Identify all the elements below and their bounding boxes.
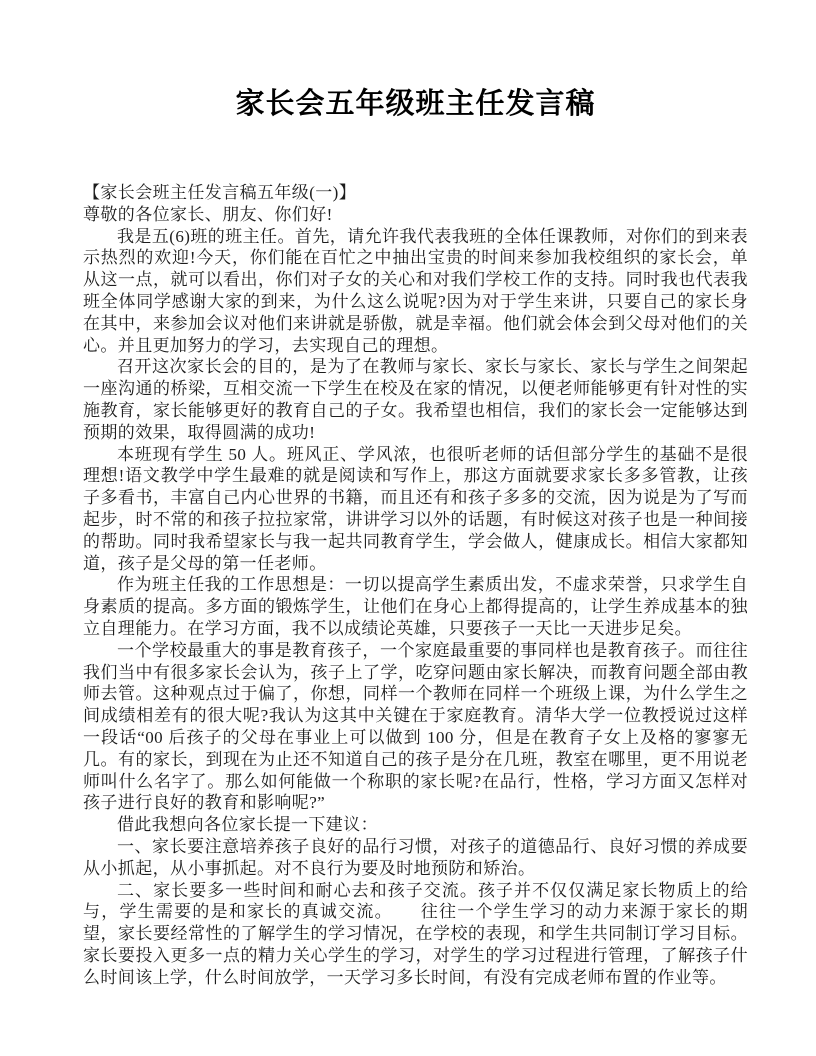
paragraph-salutation: 尊敬的各位家长、朋友、你们好! bbox=[83, 204, 333, 224]
paragraph-suggestion-1: 一、家长要注意培养孩子良好的品行习惯，对孩子的道德品行、良好习惯的养成要从小抓起，从小事抓起。对不良行为要及时地预防和矫治。 bbox=[83, 836, 748, 878]
paragraph-heading-bracket: 【家长会班主任发言稿五年级(一)】 bbox=[83, 183, 357, 202]
document-body bbox=[83, 182, 748, 988]
paragraph-class-overview: 本班现有学生 50 人。班风正、学风浓，也很听老师的话但部分学生的基础不是很理想!语文教学中学生最难的就是阅读和写作上，那这方面就要求家长多多管教，让孩子多看书，丰富自己内心世界的书籍，而且还有和孩子多多的交流，因为说是为了写而起步，时不常的和孩子拉拉家常，讲讲学习以外的话题，有时候这对孩子也是一种间接的帮助。同时我希望家长与我一起共同教育学生，学会做人，健康成长。相信大家都知道，孩子是父母的第一任老师。 bbox=[83, 444, 748, 573]
paragraph-intro: 我是五(6)班的班主任。首先，请允许我代表我班的全体任课教师，对你们的到来表示热烈的欢迎!今天，你们能在百忙之中抽出宝贵的时间来参加我校组织的家长会，单从这一点，就可以看出，你们对子女的关心和对我们学校工作的支持。同时我也代表我班全体同学感谢大家的到来，为什么这么说呢?因为对于学生来讲，只要自己的家长身在其中，来参加会议对他们来讲就是骄傲，就是幸福。他们就会体会到父母对他们的关心。并且更加努力的学习，去实现自己的理想。 bbox=[83, 226, 748, 355]
paragraph-work-philosophy: 作为班主任我的工作思想是：一切以提高学生素质出发，不虚求荣誉，只求学生自身素质的提高。多方面的锻炼学生，让他们在身心上都得提高的，让学生养成基本的独立自理能力。在学习方面，我不以成绩论英雄，只要孩子一天比一天进步足矣。 bbox=[83, 575, 748, 638]
paragraph-family-education: 一个学校最重大的事是教育孩子，一个家庭最重要的事同样也是教育孩子。而往往我们当中有很多家长会认为，孩子上了学，吃穿问题由家长解决，而教育问题全部由教师去管。这种观点过于偏了，你想，同样一个教师在同样一个班级上课，为什么学生之间成绩相差有的很大呢?我认为这其中关键在于家庭教育。清华大学一位教授说过这样一段话“00 后孩子的父母在事业上可以做到 100 分，但是在教育子女上及格的寥寥无几。有的家长，到现在为止还不知道自己的孩子是分在几班，教室在哪里，更不用说老师叫什么名字了。那么如何能做一个称职的家长呢?在品行，性格，学习方面又怎样对孩子进行良好的教育和影响呢?” bbox=[83, 640, 748, 813]
paragraph-meeting-purpose: 召开这次家长会的目的，是为了在教师与家长、家长与家长、家长与学生之间架起一座沟通的桥梁，互相交流一下学生在校及在家的情况，以便老师能够更有针对性的实施教育，家长能够更好的教育自己的子女。我希望也相信，我们的家长会一定能够达到预期的效果，取得圆满的成功! bbox=[83, 357, 748, 442]
paragraph-suggestions-lead-in: 借此我想向各位家长提一下建议： bbox=[117, 815, 378, 835]
document-title: 家长会五年级班主任发言稿 bbox=[235, 88, 596, 120]
paragraph-suggestion-2: 二、家长要多一些时间和耐心去和孩子交流。孩子并不仅仅满足家长物质上的给与，学生需要的是和家长的真诚交流。 往往一个学生学习的动力来源于家长的期望，家长要经常性的了解学生的学习情况，在学校的表现，和学生共同制订学习目标。家长要投入更多一点的精力关心学生的学习，对学生的学习过程进行管理，了解孩子什么时间该上学，什么时间放学，一天学习多长时间，有没有完成老师布置的作业等。 bbox=[83, 880, 748, 987]
